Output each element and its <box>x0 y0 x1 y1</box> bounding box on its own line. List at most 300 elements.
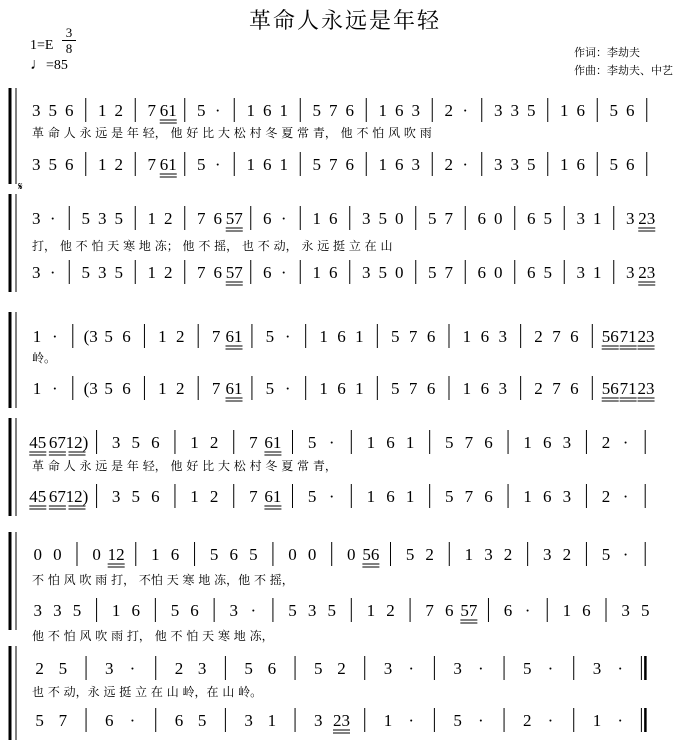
note: 3 <box>498 327 507 346</box>
note: 3 <box>244 711 253 730</box>
note: 5 <box>197 101 206 120</box>
note: 5 <box>453 711 462 730</box>
note: 6 <box>582 601 591 620</box>
note: 6 <box>213 263 222 282</box>
note: 6 <box>65 101 74 120</box>
note: · <box>408 659 415 678</box>
note: 3 <box>510 155 519 174</box>
note: · <box>49 209 56 228</box>
note: 5 <box>288 601 297 620</box>
note: 5 <box>543 209 552 228</box>
note: 6 <box>267 659 277 678</box>
note: 1 <box>147 263 156 282</box>
note: 5 <box>131 487 141 506</box>
note: 1 <box>158 379 167 398</box>
note: 6 <box>170 545 180 564</box>
note: 5 <box>307 487 317 506</box>
note: 6 <box>345 155 354 174</box>
note: 5 <box>390 327 400 346</box>
note: 57 <box>460 601 478 620</box>
note: 3 <box>484 545 493 564</box>
lyric-line: 不 怕 风 吹 雨 打， 不怕 天 寒 地 冻，他 不 摇， <box>32 573 294 587</box>
note: 45 <box>29 487 47 506</box>
note: 5 <box>428 263 437 282</box>
note: 2 <box>562 545 572 564</box>
note: 3 <box>498 379 507 398</box>
note: · <box>622 433 629 452</box>
note: 1 <box>366 433 376 452</box>
note: 3 <box>542 545 552 564</box>
note: 2 <box>444 155 453 174</box>
time-signature-denominator: 8 <box>65 41 73 56</box>
note: · <box>280 209 287 228</box>
note: 56 <box>362 545 380 564</box>
note: · <box>617 711 624 730</box>
note: 5 <box>445 487 454 506</box>
note: · <box>547 659 554 678</box>
note: 1 <box>319 327 328 346</box>
note: 1 <box>366 487 376 506</box>
note: 2 <box>164 209 173 228</box>
note: · <box>622 545 629 564</box>
note: 3 <box>33 601 43 620</box>
note: 1 <box>560 155 569 174</box>
note: 3 <box>411 101 420 120</box>
note: 5 <box>48 101 57 120</box>
note: 3 <box>98 263 107 282</box>
note: 7 <box>211 327 221 346</box>
note: 56 <box>601 327 619 346</box>
note: 5 <box>527 155 536 174</box>
note: 67 <box>48 433 66 452</box>
note: · <box>524 601 531 620</box>
note: · <box>52 379 58 398</box>
lyric-line: 岭。 <box>32 351 57 365</box>
note: 1 <box>32 379 42 398</box>
note: · <box>129 659 136 678</box>
note: 1 <box>32 327 42 346</box>
note: 6 <box>480 379 490 398</box>
note: 1 <box>355 327 364 346</box>
note: 3 <box>32 263 41 282</box>
note: 6 <box>190 601 199 620</box>
note: 5 <box>104 379 113 398</box>
lyricist-credit: 作词：李劫夫 <box>574 46 640 59</box>
note: 3 <box>510 101 519 120</box>
lyric-line: 他 不 怕 风 吹 雨 打， 他 不 怕 天 寒 地 冻， <box>32 629 274 643</box>
note: 71 <box>619 379 637 398</box>
note: 0 <box>33 545 43 564</box>
note: 5 <box>312 155 321 174</box>
note: 6 <box>229 545 238 564</box>
note: 7 <box>249 487 258 506</box>
note: 23 <box>637 327 655 346</box>
note: 6 <box>329 263 338 282</box>
note: · <box>214 101 221 120</box>
note: 5 <box>170 601 180 620</box>
note: 7 <box>197 209 206 228</box>
note: 6 <box>626 101 635 120</box>
note: 1 <box>319 379 328 398</box>
note: 2 <box>601 433 611 452</box>
note: 1 <box>378 155 387 174</box>
note: 1 <box>190 433 199 452</box>
lyric-line: 也 不 动，永 远 挺 立 在 山 岭，在 山 岭。 <box>32 685 263 699</box>
note: 61 <box>264 487 282 506</box>
note: 7 <box>464 487 474 506</box>
lyric-line: 革 命 人 永 远 是 年 轻， 他 好 比 大 松 村 冬 夏 常 青， <box>32 459 337 473</box>
note: 1 <box>383 711 393 730</box>
note: 1 <box>279 101 288 120</box>
lyric-line: 打， 他 不 怕 天 寒 地 冻； 他 不 摇， 也 不 动， 永 远 挺 立 在 山 <box>32 239 393 253</box>
note: 1 <box>523 433 532 452</box>
note: 5 <box>405 545 415 564</box>
note: 5 <box>314 659 323 678</box>
note: 67 <box>48 487 66 506</box>
note: 3 <box>32 155 41 174</box>
note: 57 <box>225 263 243 282</box>
note: 0 <box>53 545 62 564</box>
note: 1 <box>405 487 415 506</box>
note: 0 <box>494 209 503 228</box>
note: 3 <box>576 209 585 228</box>
note: 2 <box>503 545 513 564</box>
note: 7 <box>408 379 418 398</box>
note: 5 <box>265 379 275 398</box>
note: 3 <box>383 659 393 678</box>
note: 3 <box>53 601 62 620</box>
note: 1 <box>279 155 288 174</box>
note: 2 <box>114 155 123 174</box>
note: 7 <box>329 155 338 174</box>
note: · <box>547 711 554 730</box>
note: 7 <box>444 209 453 228</box>
note: 1 <box>593 263 602 282</box>
note: 5 <box>523 659 532 678</box>
note: 3 <box>562 487 572 506</box>
note: 6 <box>122 327 131 346</box>
note: 6 <box>542 487 552 506</box>
note: 3 <box>307 601 317 620</box>
note: 3 <box>626 263 635 282</box>
note: 12 <box>107 545 125 564</box>
note: 1 <box>355 379 364 398</box>
note: · <box>250 601 257 620</box>
note: 2 <box>35 659 44 678</box>
note: 6 <box>151 487 160 506</box>
note: (3 <box>83 379 98 398</box>
note: 1 <box>246 101 255 120</box>
note: 6 <box>337 379 346 398</box>
note: 6 <box>576 155 585 174</box>
note: 61 <box>225 327 243 346</box>
note: 5 <box>527 101 536 120</box>
note: 3 <box>32 209 41 228</box>
note: 7 <box>329 101 338 120</box>
note: 5 <box>131 433 141 452</box>
note: 3 <box>576 263 585 282</box>
note: 2 <box>337 659 346 678</box>
note: 1 <box>267 711 277 730</box>
note: 3 <box>411 155 420 174</box>
quarter-note-icon: ♩ <box>30 56 46 73</box>
note: · <box>477 711 484 730</box>
note: 5 <box>378 263 387 282</box>
note: 57 <box>225 209 243 228</box>
note: 3 <box>362 209 371 228</box>
note: 1 <box>147 209 156 228</box>
note: 6 <box>477 209 486 228</box>
note: 1 <box>464 545 474 564</box>
note: 5 <box>445 433 454 452</box>
key-signature: 1=E <box>30 38 54 53</box>
song-title: 革命人永远是年轻 <box>248 9 441 34</box>
note: 7 <box>552 327 561 346</box>
tempo-value: =85 <box>46 58 68 73</box>
note: 1 <box>246 155 255 174</box>
note: 5 <box>378 209 387 228</box>
note: 12) <box>65 487 89 506</box>
note: 2 <box>174 659 184 678</box>
note: 2 <box>176 327 185 346</box>
note: 3 <box>98 209 107 228</box>
note: · <box>328 433 335 452</box>
note: 3 <box>111 487 121 506</box>
note: · <box>49 263 56 282</box>
note: 5 <box>114 263 123 282</box>
note: 0 <box>307 545 317 564</box>
note: 12) <box>65 433 89 452</box>
note: 6 <box>122 379 131 398</box>
note: 6 <box>576 101 585 120</box>
note: 7 <box>249 433 258 452</box>
note: 2 <box>444 101 453 120</box>
time-signature-numerator: 3 <box>65 25 73 40</box>
note: 7 <box>425 601 434 620</box>
note: 2 <box>534 327 543 346</box>
note: 6 <box>426 379 436 398</box>
note: 1 <box>462 327 472 346</box>
note: 6 <box>337 327 346 346</box>
note: 3 <box>626 209 635 228</box>
note: 7 <box>147 155 156 174</box>
note: 6 <box>484 487 493 506</box>
note: 1 <box>312 209 321 228</box>
note: 6 <box>263 101 272 120</box>
note: 6 <box>503 601 513 620</box>
note: 2 <box>601 487 611 506</box>
note: 1 <box>366 601 376 620</box>
note: 23 <box>333 711 350 730</box>
note: 6 <box>445 601 454 620</box>
note: 2 <box>164 263 173 282</box>
note: 2 <box>114 101 123 120</box>
note: 1 <box>111 601 121 620</box>
note: 3 <box>494 101 503 120</box>
note: 6 <box>570 379 579 398</box>
note: 6 <box>263 155 272 174</box>
note: 0 <box>494 263 503 282</box>
note: 1 <box>405 433 415 452</box>
note: 5 <box>35 711 44 730</box>
note: 3 <box>111 433 121 452</box>
note: · <box>52 327 58 346</box>
note: 5 <box>609 155 618 174</box>
note: 3 <box>494 155 503 174</box>
note: 5 <box>197 711 207 730</box>
note: 2 <box>523 711 532 730</box>
note: 71 <box>619 327 637 346</box>
note: 5 <box>640 601 650 620</box>
note: 7 <box>408 327 418 346</box>
note: 1 <box>560 101 569 120</box>
note: · <box>214 155 221 174</box>
note: 6 <box>626 155 635 174</box>
composer-credit: 作曲：李劫夫、中艺 <box>574 64 673 77</box>
note: 6 <box>484 433 493 452</box>
note: 23 <box>637 379 655 398</box>
note: 3 <box>592 659 602 678</box>
note: 1 <box>562 601 572 620</box>
note: 6 <box>527 263 536 282</box>
note: 5 <box>81 209 90 228</box>
note: 0 <box>288 545 297 564</box>
note: 2 <box>209 433 219 452</box>
note: · <box>280 263 287 282</box>
note: · <box>477 659 484 678</box>
note: · <box>622 487 629 506</box>
note: 6 <box>105 711 114 730</box>
note: 5 <box>48 155 57 174</box>
note: 1 <box>592 711 602 730</box>
note: 6 <box>65 155 74 174</box>
note: 3 <box>197 659 207 678</box>
note: 1 <box>190 487 199 506</box>
note: · <box>328 487 335 506</box>
note: 5 <box>543 263 552 282</box>
note: 5 <box>81 263 90 282</box>
lyric-line: 革 命 人 永 远 是 年 轻， 他 好 比 大 松 村 冬 夏 常 青， 他 不 怕 风 吹 雨 <box>32 126 432 140</box>
note: 1 <box>378 101 387 120</box>
note: 0 <box>395 263 404 282</box>
note: 5 <box>307 433 317 452</box>
note: 5 <box>428 209 437 228</box>
note: 1 <box>98 101 107 120</box>
note: 3 <box>32 101 41 120</box>
note: 56 <box>601 379 619 398</box>
note: 6 <box>527 209 536 228</box>
note: 7 <box>444 263 453 282</box>
note: 6 <box>263 263 272 282</box>
note: 5 <box>327 601 336 620</box>
note: 7 <box>58 711 68 730</box>
note: · <box>617 659 624 678</box>
note: · <box>462 155 469 174</box>
note: 0 <box>395 209 404 228</box>
note: 61 <box>264 433 282 452</box>
note: 5 <box>209 545 219 564</box>
note: 2 <box>425 545 434 564</box>
note: 5 <box>312 101 321 120</box>
note: 61 <box>159 101 177 120</box>
note: 6 <box>386 487 395 506</box>
note: 5 <box>197 155 206 174</box>
note: 5 <box>72 601 82 620</box>
note: 0 <box>92 545 101 564</box>
note: · <box>408 711 415 730</box>
note: 6 <box>263 209 272 228</box>
note: 5 <box>58 659 68 678</box>
note: · <box>462 101 469 120</box>
note: 7 <box>211 379 221 398</box>
note: 6 <box>213 209 222 228</box>
note: 0 <box>347 545 356 564</box>
note: 6 <box>329 209 338 228</box>
note: 7 <box>197 263 206 282</box>
note: (3 <box>83 327 98 346</box>
note: 3 <box>362 263 371 282</box>
note: 1 <box>462 379 472 398</box>
segno-icon: 𝄋 <box>18 180 23 193</box>
note: 3 <box>105 659 114 678</box>
note: 1 <box>98 155 107 174</box>
note: 2 <box>209 487 219 506</box>
note: 3 <box>562 433 572 452</box>
note: 1 <box>312 263 321 282</box>
note: 6 <box>151 433 160 452</box>
note: 45 <box>29 433 47 452</box>
note: 6 <box>345 101 354 120</box>
note: 6 <box>174 711 184 730</box>
note: 5 <box>249 545 258 564</box>
note: 6 <box>395 155 404 174</box>
note: 6 <box>480 327 490 346</box>
note: 6 <box>395 101 404 120</box>
note: 2 <box>386 601 395 620</box>
note: 1 <box>158 327 167 346</box>
note: 5 <box>390 379 400 398</box>
note: 7 <box>147 101 156 120</box>
note: 1 <box>593 209 602 228</box>
note: 2 <box>534 379 543 398</box>
note: 3 <box>229 601 238 620</box>
note: 6 <box>426 327 436 346</box>
note: 61 <box>159 155 177 174</box>
note: 5 <box>244 659 253 678</box>
note: · <box>284 327 291 346</box>
note: 5 <box>609 101 618 120</box>
note: 6 <box>131 601 141 620</box>
note: 1 <box>151 545 160 564</box>
note: 5 <box>601 545 611 564</box>
note: 6 <box>570 327 579 346</box>
note: 23 <box>638 263 656 282</box>
note: · <box>284 379 291 398</box>
note: 7 <box>552 379 561 398</box>
note: 6 <box>542 433 552 452</box>
note: 5 <box>114 209 123 228</box>
note: · <box>129 711 136 730</box>
note: 23 <box>638 209 656 228</box>
note: 3 <box>621 601 630 620</box>
note: 61 <box>225 379 243 398</box>
note: 7 <box>464 433 474 452</box>
note: 3 <box>453 659 462 678</box>
note: 6 <box>386 433 395 452</box>
note: 5 <box>104 327 113 346</box>
note: 1 <box>523 487 532 506</box>
note: 2 <box>176 379 185 398</box>
